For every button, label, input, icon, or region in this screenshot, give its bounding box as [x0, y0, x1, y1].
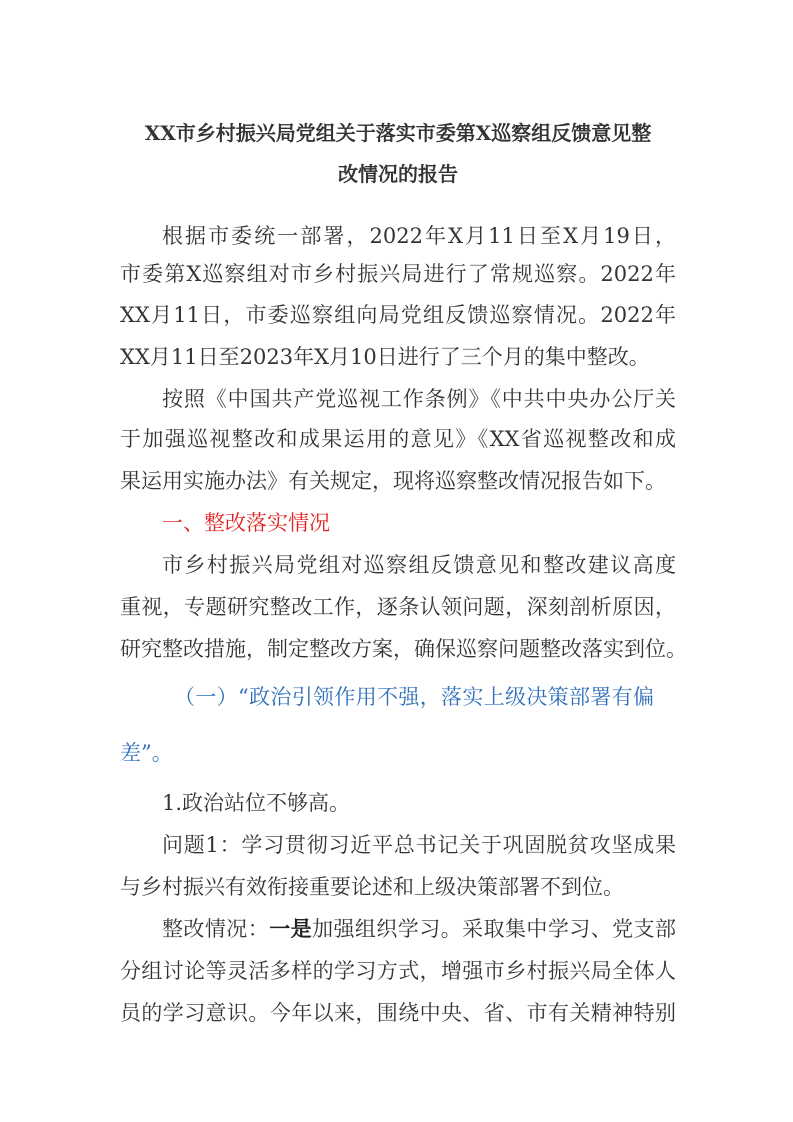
- paragraph-2-line-2: 于加强巡视整改和成果运用的意见》《XX省巡视整改和成: [120, 427, 676, 451]
- section-heading-1: 一、整改落实情况: [162, 511, 330, 535]
- item-1-heading: 1.政治站位不够高。: [162, 791, 351, 815]
- paragraph-1-line-4: XX月11日至2023年X月10日进行了三个月的集中整改。: [120, 345, 650, 369]
- paragraph-2-line-1: 按照《中国共产党巡视工作条例》《中共中央办公厅关: [162, 387, 676, 411]
- rectification-1-line-3: 员的学习意识。今年以来，围绕中央、省、市有关精神特别: [120, 1001, 676, 1025]
- paragraph-1-line-2: 市委第X巡察组对市乡村振兴局进行了常规巡察。2022年: [120, 262, 676, 286]
- paragraph-3-line-2: 重视，专题研究整改工作，逐条认领问题，深刻剖析原因，: [120, 595, 676, 619]
- paragraph-3-line-1: 市乡村振兴局党组对巡察组反馈意见和整改建议高度: [162, 553, 676, 577]
- paragraph-1-line-1: 根据市委统一部署，2022年X月11日至X月19日，: [162, 224, 676, 248]
- paragraph-2-line-3: 果运用实施办法》有关规定，现将巡察整改情况报告如下。: [120, 469, 666, 493]
- subsection-heading-1-line-2: 差”。: [120, 741, 173, 765]
- rectification-1-line-2: 分组讨论等灵活多样的学习方式，增强市乡村振兴局全体人: [120, 959, 676, 983]
- problem-1-line-2: 与乡村振兴有效衔接重要论述和上级决策部署不到位。: [120, 875, 624, 899]
- rectification-first-point-marker: 一是: [269, 916, 313, 941]
- document-title-line-1: XX市乡村振兴局党组关于落实市委第X巡察组反馈意见整: [144, 121, 652, 145]
- subsection-heading-1-line-1: （一）“政治引领作用不强，落实上级决策部署有偏: [174, 685, 654, 709]
- problem-1-line-1: 问题1：学习贯彻习近平总书记关于巩固脱贫攻坚成果: [162, 833, 676, 857]
- paragraph-1-line-3: XX月11日，市委巡察组向局党组反馈巡察情况。2022年: [120, 303, 676, 327]
- document-title-line-2: 改情况的报告: [338, 162, 458, 186]
- paragraph-3-line-3: 研究整改措施，制定整改方案，确保巡察问题整改落实到位。: [120, 637, 687, 661]
- rectification-first-point-text: 加强组织学习。采取集中学习、党支部: [312, 917, 677, 941]
- rectification-label: 整改情况：: [162, 917, 270, 941]
- rectification-1-line-1: [162, 914, 676, 944]
